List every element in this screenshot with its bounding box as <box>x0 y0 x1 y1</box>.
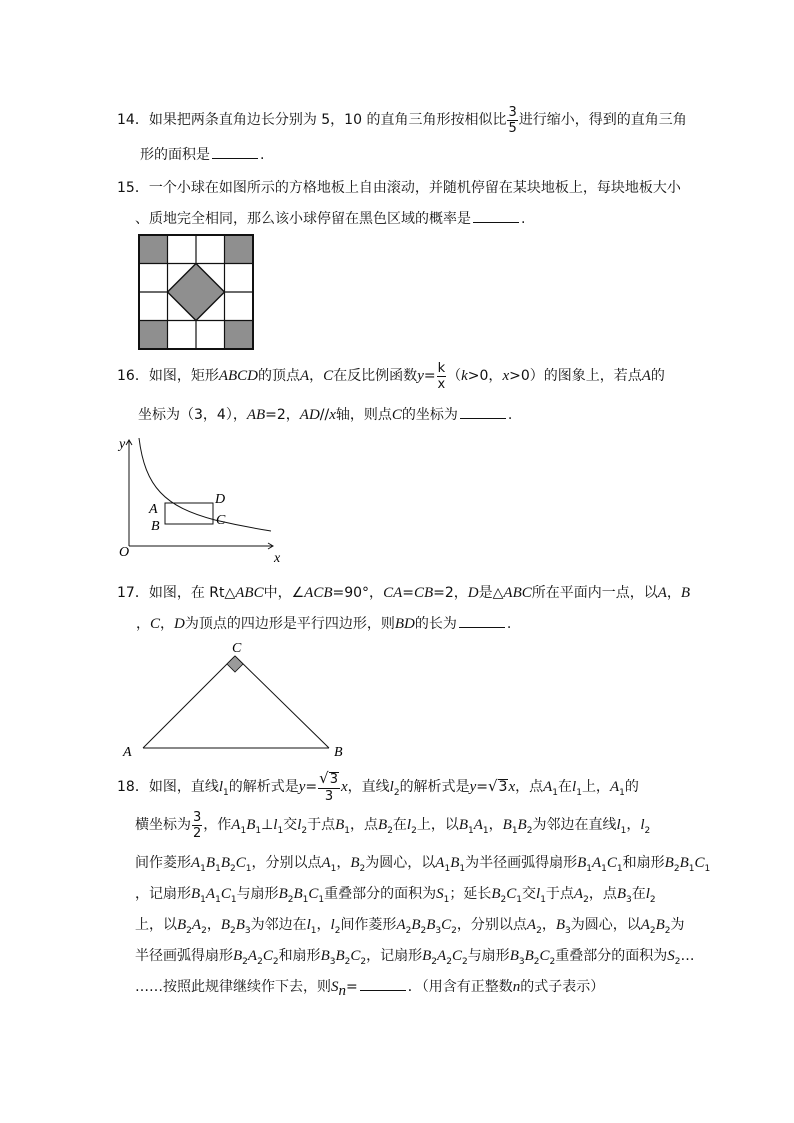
label-a: A <box>123 745 132 760</box>
radical-sign: √ <box>487 777 498 795</box>
label-b: B <box>334 745 343 760</box>
label-a: A <box>149 502 158 517</box>
answer-blank[interactable] <box>460 406 506 419</box>
q16-line1: 16．如图，矩形ABCD的顶点A，C在反比例函数y= $\frac{k}{x}$ （k>0，x>0）的图象上，若点A的 <box>117 360 665 392</box>
label-c: C <box>232 641 242 656</box>
radical-sign: √ <box>319 768 329 787</box>
shaded-diamond <box>168 264 225 321</box>
rectangle-abcd <box>165 503 213 524</box>
q14-number: 14． <box>117 112 149 128</box>
right-angle-mark <box>227 656 243 672</box>
answer-blank[interactable] <box>360 978 406 991</box>
label-x: x <box>274 551 281 566</box>
q15-grid-figure <box>138 234 254 350</box>
q18-line5: 上，以$B_2A_2$，$B_2B_3$为邻边在$l_1$，$l_2$间作菱形$A_2B_2B_3C_2$，分别以点$A_2$，$B_3$为圆心，以$A_2B_2$为 <box>135 917 685 936</box>
label-b: B <box>151 519 160 534</box>
answer-blank[interactable] <box>473 210 519 223</box>
sqrt3-over-3: $\frac{√3}{3}$ <box>319 768 338 805</box>
q17-line1: 17．如图，在 Rt△ABC中，∠ACB=90°，CA=CB=2，D是△ABC所在平面内一点，以A，B <box>117 585 691 601</box>
q18-line4: ，记扇形$B_1A_1C_1$与扇形$B_2B_1C_1$重叠部分的面积为$S_1$；延长$B_2C_1$交$l_1$于点$A_2$，点$B_3$在$l_2$ <box>135 886 656 905</box>
q14-ratio: $\frac{3}{5}$ <box>508 104 517 136</box>
q16-number: 16． <box>117 368 149 384</box>
k-over-x: $\frac{k}{x}$ <box>437 360 446 392</box>
q17-triangle-figure <box>118 638 348 760</box>
q18-line7: ……按照此规律继续作下去，则$S_n=$ ．（用含有正整数n的式子表示） <box>135 979 605 999</box>
answer-blank[interactable] <box>459 615 505 628</box>
shaded-cell <box>139 235 167 263</box>
q15-line2: 、质地完全相同，那么该小球停留在黑色区域的概率是 . <box>135 211 526 227</box>
q16-line2: 坐标为（3，4），AB=2，AD//x轴，则点C的坐标为 . <box>138 407 513 423</box>
label-origin: O <box>119 545 130 560</box>
q18-line6: 半径画弧得扇形$B_2A_2C_2$和扇形$B_3B_2C_2$，记扇形$B_2A_2C_2$与扇形$B_3B_2C_2$重叠部分的面积为$S_2\dots$ <box>135 948 695 967</box>
shaded-cell <box>224 235 252 263</box>
q14-line2: 形的面积是 . <box>140 147 265 163</box>
label-d: D <box>215 492 226 507</box>
q18-line1: 18．如图，直线$l_1$的解析式是y= $\frac{√3}{3}$ x，直线$l_2$的解析式是y=√3x，点$A_1$在$l_1$上，$A_1$的 <box>117 768 639 805</box>
side-cb <box>235 656 329 748</box>
q15-line1: 15．一个小球在如图所示的方格地板上自由滚动，并随机停留在某块地板上，每块地板大小 <box>117 180 681 196</box>
hyperbola-curve <box>139 438 271 531</box>
side-ac <box>143 656 235 748</box>
q16-hyperbola-figure <box>115 432 285 566</box>
q17-line2: ，C，D为顶点的四边形是平行四边形，则BD的长为 . <box>136 616 512 632</box>
q18-line2: 横坐标为 $\frac{3}{2}$ ，作$A_1B_1\perp l_1$交$l_2$于点$B_1$，点$B_2$在$l_2$上，以$B_1A_1$，$B_1B_2$为邻边在直线$l_1$，$l_2$ <box>135 809 651 841</box>
three-halves: $\frac{3}{2}$ <box>193 809 202 841</box>
q15-number: 15． <box>117 180 149 196</box>
shaded-cell <box>224 320 252 348</box>
label-y: y <box>119 437 126 452</box>
shaded-cell <box>139 320 167 348</box>
q18-number: 18． <box>117 779 149 795</box>
answer-blank[interactable] <box>212 146 258 159</box>
q14-line1: 14．如果把两条直角边长分别为 5，10 的直角三角形按相似比 $\frac{3}{5}$ 进行缩小，得到的直角三角 <box>117 104 687 136</box>
label-c: C <box>216 513 226 528</box>
q18-line3: 间作菱形$A_1B_1B_2C_1$，分别以点$A_1$，$B_2$为圆心，以$A_1B_1$为半径画弧得扇形$B_1A_1C_1$和扇形$B_2B_1C_1$ <box>135 855 711 874</box>
q17-number: 17． <box>117 585 149 601</box>
